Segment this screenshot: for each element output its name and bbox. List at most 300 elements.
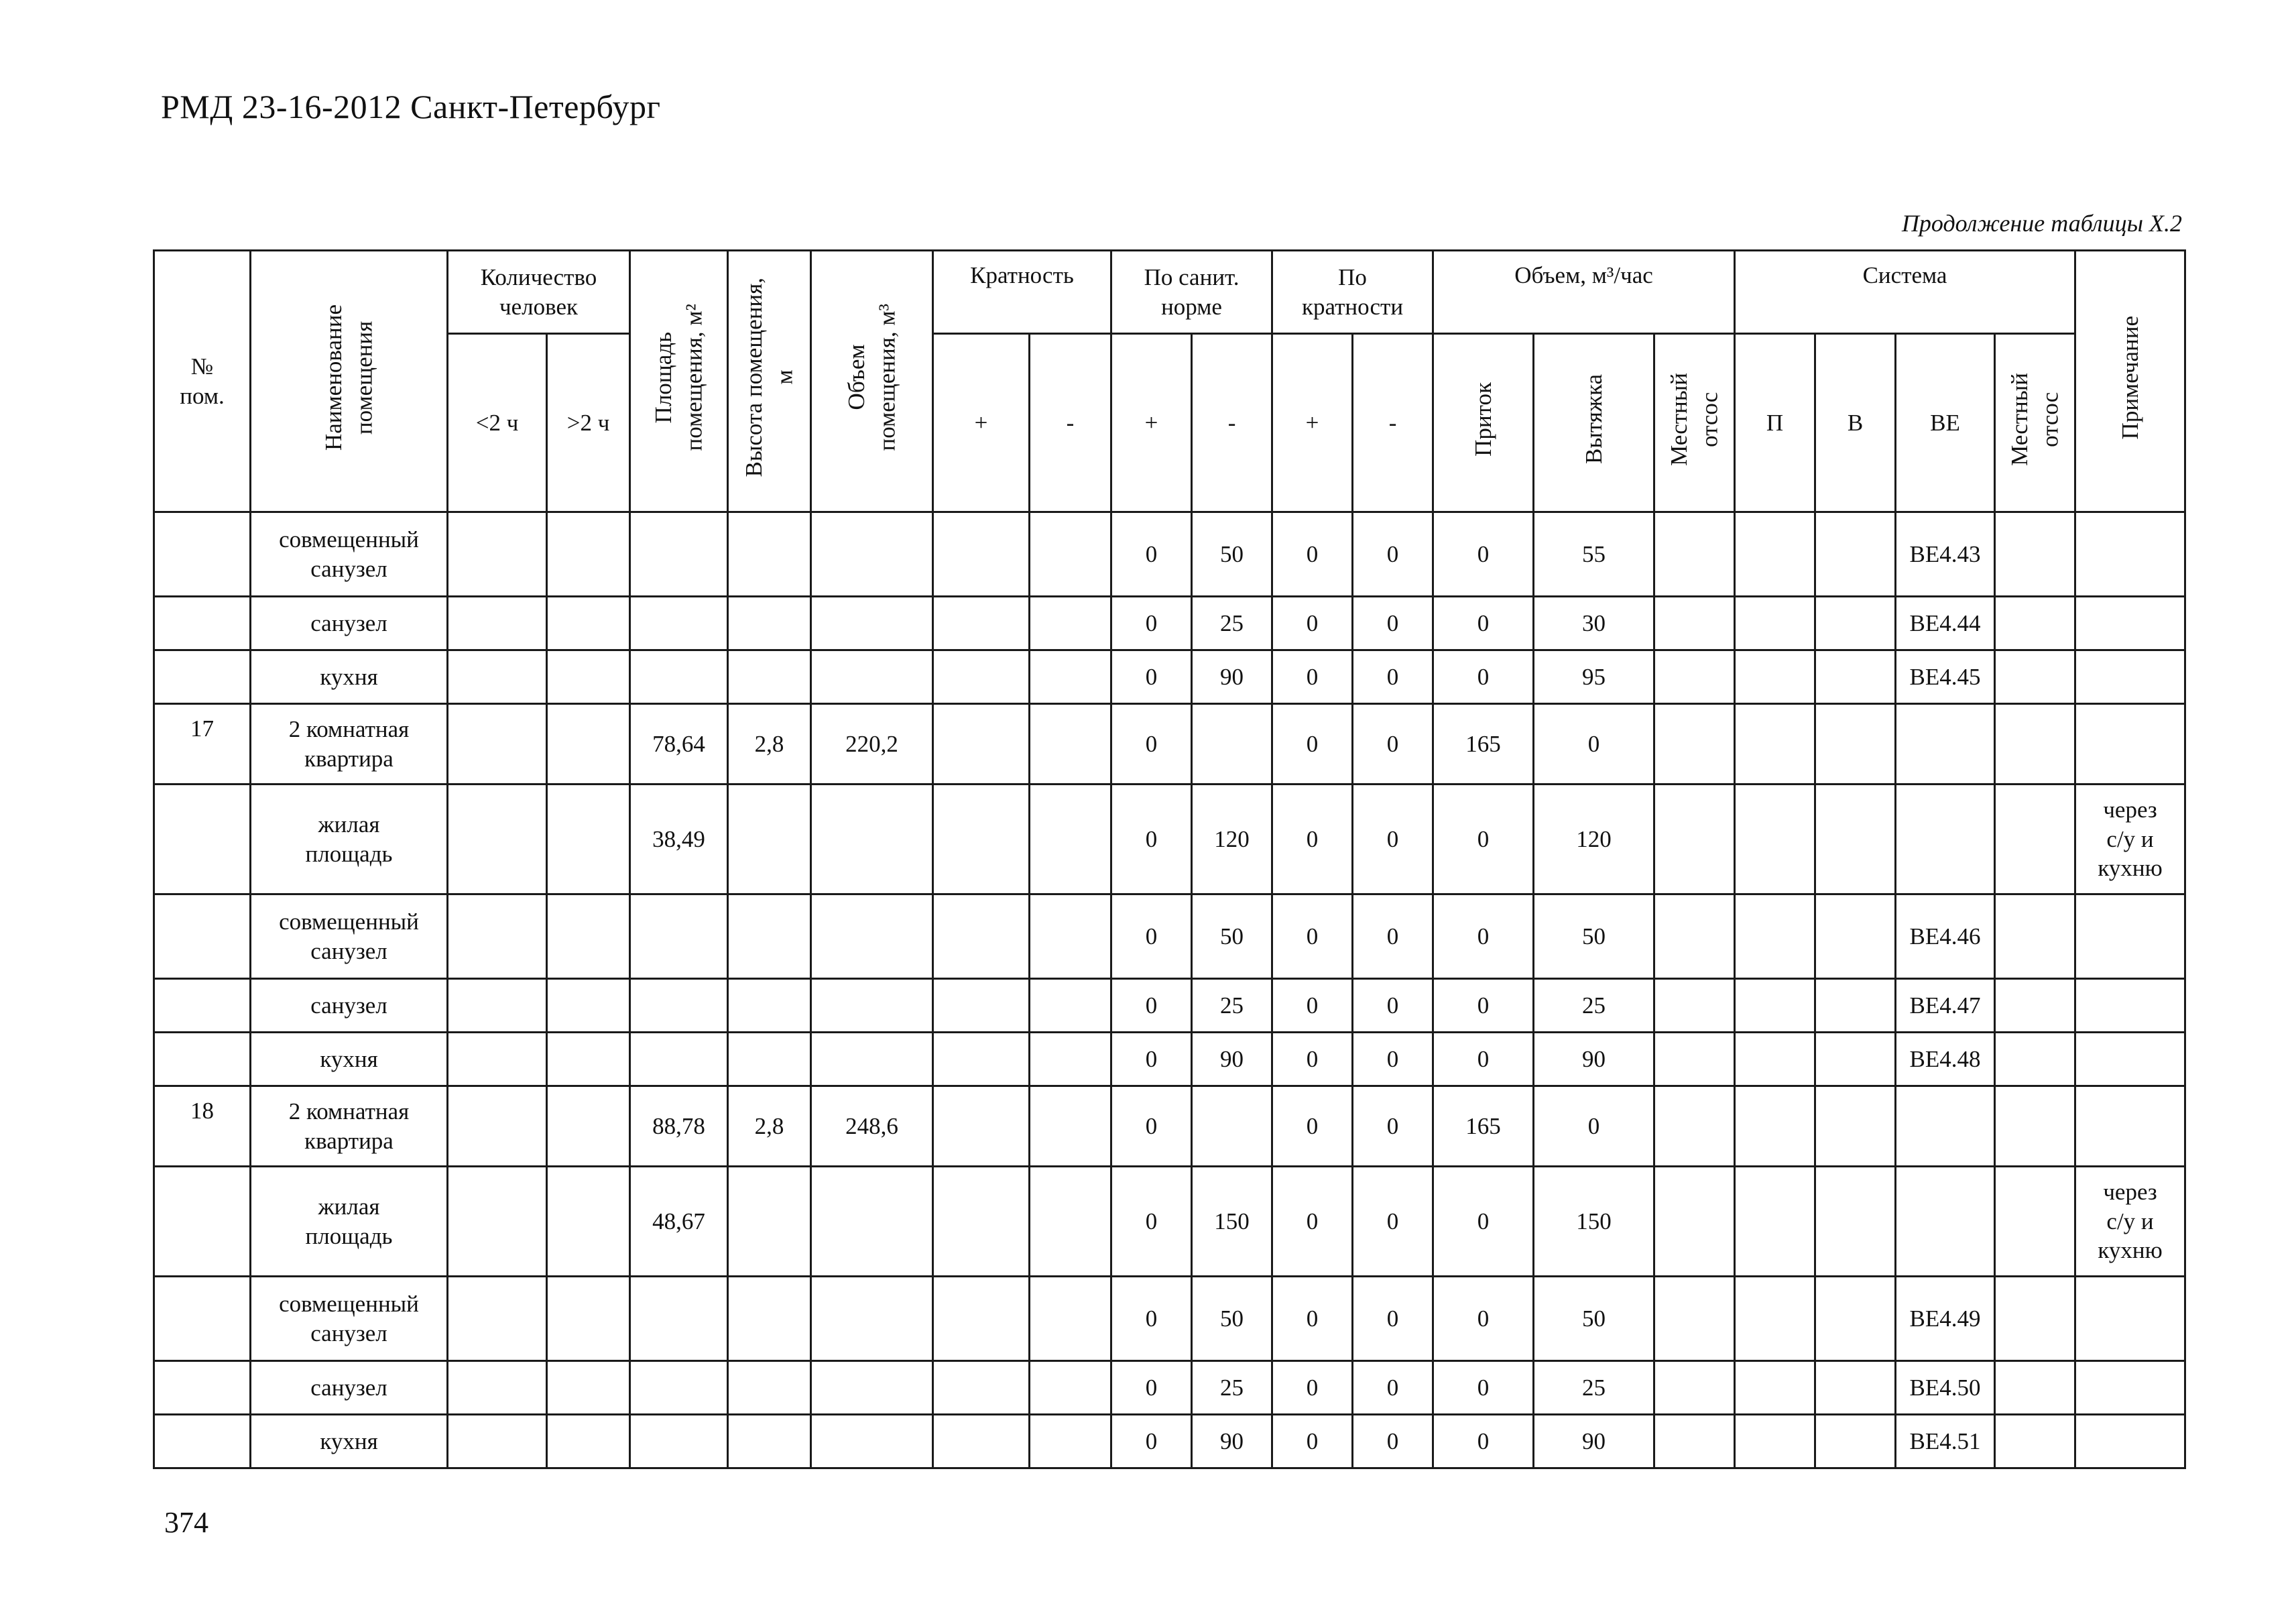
- cell-system-local: [1995, 650, 2075, 704]
- cell-num: [154, 1361, 251, 1415]
- cell-name: жилая площадь: [251, 785, 448, 894]
- cell-area: [630, 1033, 728, 1086]
- cell-system-p: [1735, 1277, 1815, 1361]
- cell-bymult-plus: 0: [1272, 1033, 1353, 1086]
- cell-mult-minus: [1030, 704, 1111, 785]
- cell-system-v: [1815, 979, 1896, 1033]
- cell-exhaust: 120: [1534, 785, 1654, 894]
- cell-note: [2075, 512, 2185, 597]
- cell-mult-minus: [1030, 1277, 1111, 1361]
- cell-system-p: [1735, 1415, 1815, 1468]
- cell-supply: 0: [1433, 1033, 1534, 1086]
- cell-system-p: [1735, 512, 1815, 597]
- cell-san-plus: 0: [1111, 894, 1192, 979]
- cell-volume: [811, 1033, 933, 1086]
- table-row: [154, 1033, 2185, 1086]
- cell-name: санузел: [251, 597, 448, 650]
- header-row-top: [154, 251, 2185, 334]
- cell-system-local: [1995, 1415, 2075, 1468]
- cell-system-v: [1815, 1415, 1896, 1468]
- cell-san-plus: 0: [1111, 1033, 1192, 1086]
- cell-supply: 0: [1433, 1277, 1534, 1361]
- cell-name: жилая площадь: [251, 1167, 448, 1277]
- header-bymult-plus: +: [1272, 334, 1353, 512]
- header-bymult-minus: -: [1353, 334, 1433, 512]
- header-system: Система: [1735, 251, 2075, 334]
- cell-san-minus: 90: [1192, 1033, 1272, 1086]
- cell-exhaust: 50: [1534, 1277, 1654, 1361]
- cell-height: [728, 894, 811, 979]
- cell-name: 2 комнатная квартира: [251, 704, 448, 785]
- cell-bymult-minus: 0: [1353, 1361, 1433, 1415]
- cell-system-ve: ВЕ4.43: [1896, 512, 1995, 597]
- cell-system-ve: [1896, 785, 1995, 894]
- cell-volume: [811, 650, 933, 704]
- cell-system-p: [1735, 894, 1815, 979]
- cell-name: кухня: [251, 1415, 448, 1468]
- header-system-ve: ВЕ: [1896, 334, 1995, 512]
- cell-num: [154, 979, 251, 1033]
- cell-system-local: [1995, 785, 2075, 894]
- cell-local-exhaust: [1654, 1086, 1735, 1167]
- cell-san-minus: 50: [1192, 1277, 1272, 1361]
- cell-bymult-minus: 0: [1353, 1415, 1433, 1468]
- cell-system-p: [1735, 1361, 1815, 1415]
- cell-name: 2 комнатная квартира: [251, 1086, 448, 1167]
- cell-people-gt: [547, 512, 630, 597]
- cell-system-p: [1735, 979, 1815, 1033]
- cell-people-gt: [547, 1033, 630, 1086]
- cell-people-lt: [448, 979, 547, 1033]
- cell-system-ve: ВЕ4.49: [1896, 1277, 1995, 1361]
- cell-system-v: [1815, 785, 1896, 894]
- cell-mult-minus: [1030, 894, 1111, 979]
- cell-height: [728, 1361, 811, 1415]
- cell-num: [154, 597, 251, 650]
- cell-name: совмещенный санузел: [251, 1277, 448, 1361]
- cell-system-p: [1735, 785, 1815, 894]
- cell-bymult-minus: 0: [1353, 1086, 1433, 1167]
- cell-supply: 0: [1433, 979, 1534, 1033]
- cell-mult-plus: [933, 1361, 1030, 1415]
- cell-bymult-minus: 0: [1353, 704, 1433, 785]
- cell-note: [2075, 1086, 2185, 1167]
- cell-name: совмещенный санузел: [251, 894, 448, 979]
- table-row: [154, 894, 2185, 979]
- cell-exhaust: 25: [1534, 979, 1654, 1033]
- cell-local-exhaust: [1654, 1361, 1735, 1415]
- cell-supply: 0: [1433, 894, 1534, 979]
- table-body: [154, 512, 2185, 1468]
- header-local-exhaust: Местный отсос: [1654, 334, 1735, 512]
- cell-bymult-plus: 0: [1272, 597, 1353, 650]
- header-people: Количество человек: [448, 251, 630, 334]
- cell-system-ve: ВЕ4.45: [1896, 650, 1995, 704]
- cell-exhaust: 90: [1534, 1033, 1654, 1086]
- cell-mult-minus: [1030, 597, 1111, 650]
- cell-local-exhaust: [1654, 650, 1735, 704]
- cell-height: [728, 1415, 811, 1468]
- cell-san-plus: 0: [1111, 785, 1192, 894]
- cell-bymult-plus: 0: [1272, 1086, 1353, 1167]
- cell-area: [630, 512, 728, 597]
- cell-san-minus: 25: [1192, 979, 1272, 1033]
- header-people-lt: <2 ч: [448, 334, 547, 512]
- cell-system-v: [1815, 1033, 1896, 1086]
- cell-san-plus: 0: [1111, 1167, 1192, 1277]
- cell-mult-plus: [933, 597, 1030, 650]
- cell-mult-plus: [933, 1086, 1030, 1167]
- cell-mult-minus: [1030, 785, 1111, 894]
- cell-people-lt: [448, 1415, 547, 1468]
- cell-system-ve: ВЕ4.47: [1896, 979, 1995, 1033]
- cell-area: [630, 597, 728, 650]
- cell-bymult-minus: 0: [1353, 979, 1433, 1033]
- cell-num: [154, 512, 251, 597]
- table-row: [154, 512, 2185, 597]
- cell-exhaust: 150: [1534, 1167, 1654, 1277]
- cell-san-minus: 50: [1192, 894, 1272, 979]
- cell-people-lt: [448, 1167, 547, 1277]
- header-num: № пом.: [154, 251, 251, 512]
- cell-supply: 0: [1433, 1361, 1534, 1415]
- cell-num: [154, 650, 251, 704]
- cell-mult-plus: [933, 894, 1030, 979]
- cell-note: [2075, 1415, 2185, 1468]
- table-row: [154, 979, 2185, 1033]
- cell-people-lt: [448, 650, 547, 704]
- cell-note: через с/у и кухню: [2075, 1167, 2185, 1277]
- cell-san-plus: 0: [1111, 1415, 1192, 1468]
- cell-volume: 248,6: [811, 1086, 933, 1167]
- cell-system-ve: [1896, 704, 1995, 785]
- cell-bymult-minus: 0: [1353, 894, 1433, 979]
- cell-people-gt: [547, 894, 630, 979]
- cell-note: [2075, 597, 2185, 650]
- cell-san-minus: 25: [1192, 597, 1272, 650]
- cell-system-local: [1995, 1033, 2075, 1086]
- cell-san-plus: 0: [1111, 1361, 1192, 1415]
- cell-people-gt: [547, 1086, 630, 1167]
- cell-system-p: [1735, 1167, 1815, 1277]
- cell-local-exhaust: [1654, 597, 1735, 650]
- header-mult-plus: +: [933, 334, 1030, 512]
- cell-mult-plus: [933, 1167, 1030, 1277]
- header-air-volume: Объем, м³/час: [1433, 251, 1735, 334]
- cell-system-local: [1995, 1361, 2075, 1415]
- cell-exhaust: 50: [1534, 894, 1654, 979]
- cell-height: [728, 1033, 811, 1086]
- table-row: [154, 1167, 2185, 1277]
- cell-local-exhaust: [1654, 785, 1735, 894]
- cell-mult-minus: [1030, 512, 1111, 597]
- cell-people-lt: [448, 1086, 547, 1167]
- header-multiplicity: Кратность: [933, 251, 1111, 334]
- cell-people-gt: [547, 785, 630, 894]
- cell-people-gt: [547, 1167, 630, 1277]
- header-system-local: Местный отсос: [1995, 334, 2075, 512]
- cell-area: [630, 1415, 728, 1468]
- cell-mult-plus: [933, 512, 1030, 597]
- cell-people-gt: [547, 979, 630, 1033]
- cell-system-v: [1815, 894, 1896, 979]
- cell-height: [728, 650, 811, 704]
- cell-mult-minus: [1030, 1033, 1111, 1086]
- cell-local-exhaust: [1654, 1033, 1735, 1086]
- cell-san-minus: 90: [1192, 1415, 1272, 1468]
- cell-people-gt: [547, 597, 630, 650]
- cell-volume: [811, 597, 933, 650]
- cell-volume: [811, 979, 933, 1033]
- cell-supply: 165: [1433, 1086, 1534, 1167]
- cell-local-exhaust: [1654, 979, 1735, 1033]
- cell-system-local: [1995, 1277, 2075, 1361]
- cell-people-gt: [547, 1277, 630, 1361]
- cell-area: [630, 1361, 728, 1415]
- header-area: Площадь помещения, м²: [630, 251, 728, 512]
- cell-note: [2075, 1361, 2185, 1415]
- cell-volume: [811, 894, 933, 979]
- cell-note: [2075, 650, 2185, 704]
- table-row: [154, 1086, 2185, 1167]
- cell-mult-plus: [933, 1277, 1030, 1361]
- cell-local-exhaust: [1654, 1415, 1735, 1468]
- cell-mult-minus: [1030, 1086, 1111, 1167]
- cell-people-lt: [448, 1277, 547, 1361]
- cell-num: [154, 894, 251, 979]
- header-note: Примечание: [2075, 251, 2185, 512]
- cell-system-local: [1995, 979, 2075, 1033]
- cell-supply: 0: [1433, 597, 1534, 650]
- header-volume: Объем помещения, м³: [811, 251, 933, 512]
- cell-system-p: [1735, 704, 1815, 785]
- header-san-minus: -: [1192, 334, 1272, 512]
- cell-mult-plus: [933, 785, 1030, 894]
- cell-supply: 0: [1433, 785, 1534, 894]
- cell-exhaust: 30: [1534, 597, 1654, 650]
- table-row: [154, 650, 2185, 704]
- cell-system-p: [1735, 1033, 1815, 1086]
- page-number: 374: [164, 1506, 208, 1539]
- header-height: Высота помещения, м: [728, 251, 811, 512]
- cell-bymult-plus: 0: [1272, 979, 1353, 1033]
- cell-volume: 220,2: [811, 704, 933, 785]
- cell-note: [2075, 894, 2185, 979]
- cell-system-v: [1815, 1086, 1896, 1167]
- cell-system-ve: [1896, 1086, 1995, 1167]
- cell-num: [154, 1033, 251, 1086]
- cell-san-plus: 0: [1111, 650, 1192, 704]
- cell-area: 38,49: [630, 785, 728, 894]
- cell-bymult-plus: 0: [1272, 1361, 1353, 1415]
- cell-supply: 0: [1433, 512, 1534, 597]
- cell-system-local: [1995, 1086, 2075, 1167]
- cell-san-minus: [1192, 704, 1272, 785]
- cell-name: кухня: [251, 1033, 448, 1086]
- cell-area: [630, 650, 728, 704]
- cell-height: [728, 979, 811, 1033]
- cell-system-ve: [1896, 1167, 1995, 1277]
- cell-area: [630, 894, 728, 979]
- cell-note: [2075, 1277, 2185, 1361]
- cell-bymult-plus: 0: [1272, 1167, 1353, 1277]
- cell-mult-minus: [1030, 1415, 1111, 1468]
- cell-bymult-plus: 0: [1272, 650, 1353, 704]
- header-san-plus: +: [1111, 334, 1192, 512]
- cell-system-local: [1995, 597, 2075, 650]
- cell-bymult-minus: 0: [1353, 785, 1433, 894]
- cell-note: через с/у и кухню: [2075, 785, 2185, 894]
- cell-san-minus: 150: [1192, 1167, 1272, 1277]
- cell-local-exhaust: [1654, 512, 1735, 597]
- cell-people-lt: [448, 894, 547, 979]
- ventilation-table: [153, 249, 2186, 1469]
- cell-mult-plus: [933, 1033, 1030, 1086]
- cell-exhaust: 95: [1534, 650, 1654, 704]
- cell-mult-plus: [933, 1415, 1030, 1468]
- cell-system-local: [1995, 512, 2075, 597]
- cell-bymult-minus: 0: [1353, 1277, 1433, 1361]
- cell-local-exhaust: [1654, 1167, 1735, 1277]
- cell-people-gt: [547, 650, 630, 704]
- cell-people-lt: [448, 597, 547, 650]
- cell-height: [728, 785, 811, 894]
- cell-san-plus: 0: [1111, 597, 1192, 650]
- cell-name: совмещенный санузел: [251, 512, 448, 597]
- cell-san-minus: 25: [1192, 1361, 1272, 1415]
- cell-san-plus: 0: [1111, 512, 1192, 597]
- cell-mult-minus: [1030, 1167, 1111, 1277]
- cell-area: [630, 979, 728, 1033]
- cell-num: 17: [154, 704, 251, 785]
- cell-num: 18: [154, 1086, 251, 1167]
- cell-people-lt: [448, 1033, 547, 1086]
- cell-mult-minus: [1030, 650, 1111, 704]
- cell-system-ve: ВЕ4.46: [1896, 894, 1995, 979]
- cell-system-v: [1815, 704, 1896, 785]
- table-row: [154, 1361, 2185, 1415]
- cell-height: [728, 1277, 811, 1361]
- header-supply: Приток: [1433, 334, 1534, 512]
- cell-name: санузел: [251, 1361, 448, 1415]
- cell-exhaust: 25: [1534, 1361, 1654, 1415]
- cell-mult-plus: [933, 704, 1030, 785]
- cell-mult-minus: [1030, 1361, 1111, 1415]
- table-row: [154, 785, 2185, 894]
- cell-local-exhaust: [1654, 1277, 1735, 1361]
- cell-mult-minus: [1030, 979, 1111, 1033]
- header-sanitary-norm: По санит. норме: [1111, 251, 1272, 334]
- cell-volume: [811, 1415, 933, 1468]
- cell-san-plus: 0: [1111, 704, 1192, 785]
- cell-num: [154, 1415, 251, 1468]
- cell-num: [154, 1277, 251, 1361]
- cell-system-local: [1995, 894, 2075, 979]
- cell-system-v: [1815, 597, 1896, 650]
- header-exhaust: Вытяжка: [1534, 334, 1654, 512]
- cell-system-v: [1815, 1167, 1896, 1277]
- cell-exhaust: 0: [1534, 1086, 1654, 1167]
- table-row: [154, 1415, 2185, 1468]
- cell-note: [2075, 1033, 2185, 1086]
- document-header: РМД 23-16-2012 Санкт-Петербург: [161, 88, 661, 125]
- cell-system-ve: ВЕ4.44: [1896, 597, 1995, 650]
- cell-system-local: [1995, 704, 2075, 785]
- header-mult-minus: -: [1030, 334, 1111, 512]
- cell-local-exhaust: [1654, 704, 1735, 785]
- cell-mult-plus: [933, 650, 1030, 704]
- cell-height: [728, 512, 811, 597]
- cell-people-gt: [547, 704, 630, 785]
- cell-mult-plus: [933, 979, 1030, 1033]
- cell-bymult-plus: 0: [1272, 1277, 1353, 1361]
- cell-bymult-plus: 0: [1272, 894, 1353, 979]
- cell-system-ve: ВЕ4.50: [1896, 1361, 1995, 1415]
- table-caption: Продолжение таблицы Х.2: [1901, 210, 2182, 237]
- cell-bymult-minus: 0: [1353, 650, 1433, 704]
- cell-supply: 0: [1433, 1415, 1534, 1468]
- cell-san-plus: 0: [1111, 1277, 1192, 1361]
- cell-exhaust: 90: [1534, 1415, 1654, 1468]
- cell-people-lt: [448, 704, 547, 785]
- cell-area: 48,67: [630, 1167, 728, 1277]
- cell-bymult-minus: 0: [1353, 1167, 1433, 1277]
- cell-system-ve: ВЕ4.51: [1896, 1415, 1995, 1468]
- cell-volume: [811, 1167, 933, 1277]
- cell-height: 2,8: [728, 704, 811, 785]
- table-row: [154, 597, 2185, 650]
- cell-system-v: [1815, 650, 1896, 704]
- cell-num: [154, 1167, 251, 1277]
- cell-volume: [811, 1277, 933, 1361]
- cell-san-minus: 50: [1192, 512, 1272, 597]
- cell-people-gt: [547, 1361, 630, 1415]
- cell-name: кухня: [251, 650, 448, 704]
- cell-height: [728, 597, 811, 650]
- cell-supply: 0: [1433, 650, 1534, 704]
- cell-volume: [811, 785, 933, 894]
- cell-num: [154, 785, 251, 894]
- table-row: [154, 704, 2185, 785]
- cell-bymult-minus: 0: [1353, 512, 1433, 597]
- cell-name: санузел: [251, 979, 448, 1033]
- cell-system-v: [1815, 512, 1896, 597]
- cell-system-v: [1815, 1361, 1896, 1415]
- header-people-gt: >2 ч: [547, 334, 630, 512]
- cell-bymult-minus: 0: [1353, 597, 1433, 650]
- cell-height: [728, 1167, 811, 1277]
- cell-bymult-plus: 0: [1272, 785, 1353, 894]
- cell-area: 88,78: [630, 1086, 728, 1167]
- cell-local-exhaust: [1654, 894, 1735, 979]
- cell-people-lt: [448, 1361, 547, 1415]
- cell-volume: [811, 1361, 933, 1415]
- cell-exhaust: 0: [1534, 704, 1654, 785]
- cell-people-lt: [448, 512, 547, 597]
- cell-height: 2,8: [728, 1086, 811, 1167]
- cell-exhaust: 55: [1534, 512, 1654, 597]
- cell-bymult-plus: 0: [1272, 704, 1353, 785]
- header-by-multiplicity: По кратности: [1272, 251, 1433, 334]
- cell-san-plus: 0: [1111, 979, 1192, 1033]
- cell-system-local: [1995, 1167, 2075, 1277]
- header-name: Наименование помещения: [251, 251, 448, 512]
- header-system-v: В: [1815, 334, 1896, 512]
- cell-san-plus: 0: [1111, 1086, 1192, 1167]
- cell-volume: [811, 512, 933, 597]
- cell-supply: 0: [1433, 1167, 1534, 1277]
- cell-people-gt: [547, 1415, 630, 1468]
